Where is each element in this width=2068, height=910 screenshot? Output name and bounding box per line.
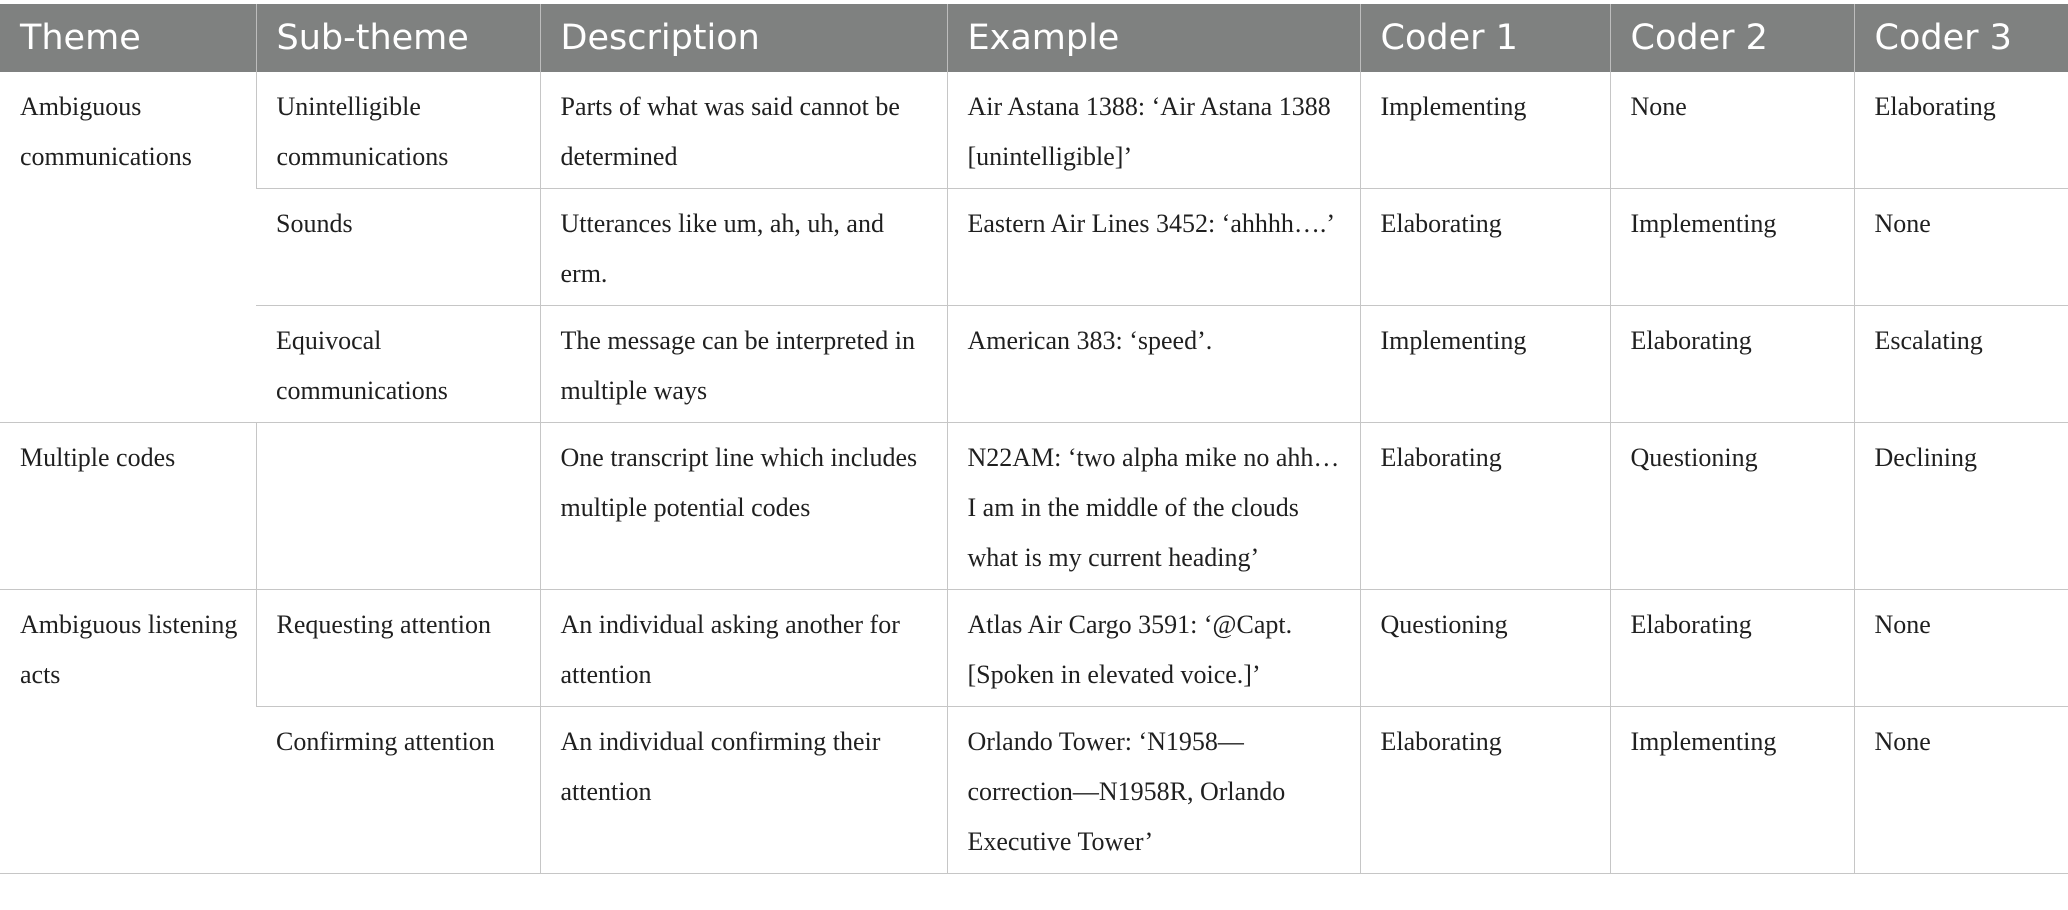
table-row [0, 707, 2068, 874]
header-coder-3: Coder 3 [1854, 4, 2068, 72]
coder-1-cell: Elaborating [1360, 423, 1610, 590]
example-cell: N22AM: ‘two alpha mike no ahh… I am in the middle of the clouds what is my current heading’ [947, 423, 1360, 590]
description-cell: The message can be interpreted in multiple ways [540, 306, 947, 423]
sub-theme-cell: Unintelligible communications [256, 72, 540, 189]
coder-1-cell: Elaborating [1360, 707, 1610, 874]
header-coder-1: Coder 1 [1360, 4, 1610, 72]
table-row [0, 72, 2068, 189]
coder-2-cell: None [1610, 72, 1854, 189]
sub-theme-cell: Sounds [256, 189, 540, 306]
sub-theme-cell [256, 423, 540, 590]
coder-1-cell: Questioning [1360, 590, 1610, 707]
sub-theme-cell: Equivocal communications [256, 306, 540, 423]
description-cell: Utterances like um, ah, uh, and erm. [540, 189, 947, 306]
example-cell: Atlas Air Cargo 3591: ‘@Capt. [Spoken in elevated voice.]’ [947, 590, 1360, 707]
coder-3-cell: None [1854, 590, 2068, 707]
coder-3-cell: None [1854, 707, 2068, 874]
theme-cell: Ambiguous communications [0, 72, 256, 423]
coder-3-cell: Escalating [1854, 306, 2068, 423]
coder-2-cell: Questioning [1610, 423, 1854, 590]
table-row [0, 590, 2068, 707]
coder-2-cell: Implementing [1610, 707, 1854, 874]
coder-1-cell: Implementing [1360, 72, 1610, 189]
theme-cell: Multiple codes [0, 423, 256, 590]
header-theme: Theme [0, 4, 256, 72]
example-cell: Air Astana 1388: ‘Air Astana 1388 [unintelligible]’ [947, 72, 1360, 189]
coder-2-cell: Elaborating [1610, 590, 1854, 707]
description-cell: An individual confirming their attention [540, 707, 947, 874]
description-cell: One transcript line which includes multiple potential codes [540, 423, 947, 590]
coding-scheme-table [0, 4, 2068, 874]
header-coder-2: Coder 2 [1610, 4, 1854, 72]
coder-1-cell: Elaborating [1360, 189, 1610, 306]
sub-theme-cell: Requesting attention [256, 590, 540, 707]
description-cell: Parts of what was said cannot be determined [540, 72, 947, 189]
table-row [0, 423, 2068, 590]
header-description: Description [540, 4, 947, 72]
coder-3-cell: None [1854, 189, 2068, 306]
coder-1-cell: Implementing [1360, 306, 1610, 423]
example-cell: Orlando Tower: ‘N1958—correction—N1958R, Orlando Executive Tower’ [947, 707, 1360, 874]
sub-theme-cell: Confirming attention [256, 707, 540, 874]
coder-3-cell: Elaborating [1854, 72, 2068, 189]
example-cell: American 383: ‘speed’. [947, 306, 1360, 423]
coder-3-cell: Declining [1854, 423, 2068, 590]
header-example: Example [947, 4, 1360, 72]
coder-2-cell: Elaborating [1610, 306, 1854, 423]
coder-2-cell: Implementing [1610, 189, 1854, 306]
table-row [0, 189, 2068, 306]
example-cell: Eastern Air Lines 3452: ‘ahhhh….’ [947, 189, 1360, 306]
table-row [0, 306, 2068, 423]
description-cell: An individual asking another for attention [540, 590, 947, 707]
header-sub-theme: Sub-theme [256, 4, 540, 72]
header-row [0, 4, 2068, 72]
theme-cell: Ambiguous listening acts [0, 590, 256, 874]
